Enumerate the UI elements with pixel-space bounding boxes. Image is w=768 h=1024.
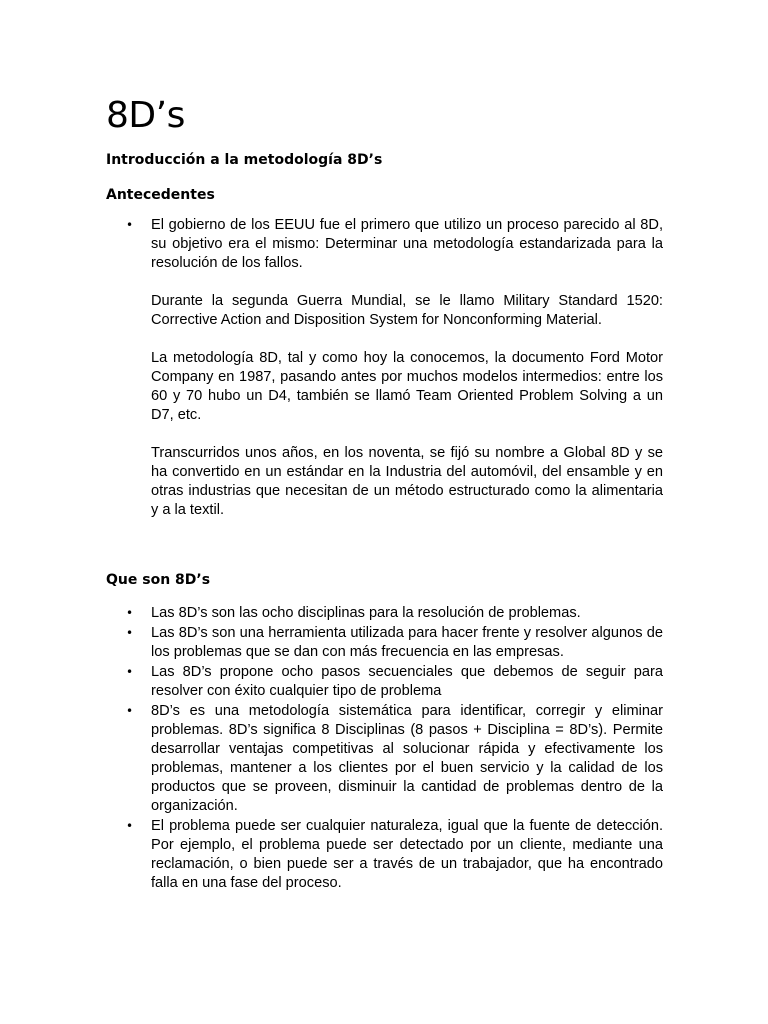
list-item-text: El problema puede ser cualquier naturaleza, igual que la fuente de detección. Por ejemplo, el problema puede ser detectado por un cliente, mediante una reclamación, o bien puede ser a través de un trabajador, que ha encontrado falla en una fase del proceso. [151,818,663,891]
list-item [121,663,663,701]
que-son-list [121,604,663,894]
bullet-icon: • [126,665,134,679]
list-item [121,817,663,893]
list-item [121,624,663,662]
paragraph: El gobierno de los EEUU fue el primero que utilizo un proceso parecido al 8D, su objetivo era el mismo: Determinar una metodología estandarizada para la resolución de los fallos. [151,217,663,271]
paragraph: La metodología 8D, tal y como hoy la conocemos, la documento Ford Motor Company en 1987, pasando antes por muchos modelos intermedios: entre los 60 y 70 hubo un D4, también se llamó Team Oriented Problem Solving a un D7, etc. [151,350,663,423]
list-item [121,216,663,520]
list-item [121,604,663,623]
document-subtitle: Introducción a la metodología 8D’s [106,152,383,168]
list-item-text: Las 8D’s son las ocho disciplinas para la resolución de problemas. [151,605,581,621]
list-item-text: Las 8D’s son una herramienta utilizada para hacer frente y resolver algunos de los problemas que se dan con más frecuencia en las empresas. [151,625,663,660]
bullet-icon: • [126,606,134,620]
list-item-text: Las 8D’s propone ocho pasos secuenciales que debemos de seguir para resolver con éxito cualquier tipo de problema [151,664,663,699]
bullet-icon: • [126,626,134,640]
paragraph: Transcurridos unos años, en los noventa, se fijó su nombre a Global 8D y se ha convertido en un estándar en la Industria del automóvil, del ensamble y en otras industrias que necesitan de un método estructurado como la alimentaria y a la textil. [151,445,663,518]
section-heading-antecedentes: Antecedentes [106,187,215,203]
list-item [121,702,663,816]
document-title: 8D’s [106,95,185,136]
antecedentes-list [121,216,663,520]
bullet-icon: • [126,704,134,718]
bullet-icon: • [126,218,134,232]
bullet-icon: • [126,819,134,833]
section-heading-que-son: Que son 8D’s [106,572,211,588]
paragraph: Durante la segunda Guerra Mundial, se le llamo Military Standard 1520: Corrective Action and Disposition System for Nonconforming Material. [151,293,663,328]
list-item-text: 8D’s es una metodología sistemática para identificar, corregir y eliminar problemas. 8D’s significa 8 Disciplinas (8 pasos + Disciplina = 8D’s). Permite desarrollar ventajas competitivas al solucionar rápida y efectivamente los problemas, mantener a los clientes por el buen servicio y la calidad de los productos que se proveen, disminuir la cantidad de problemas dentro de la organización. [151,703,663,814]
